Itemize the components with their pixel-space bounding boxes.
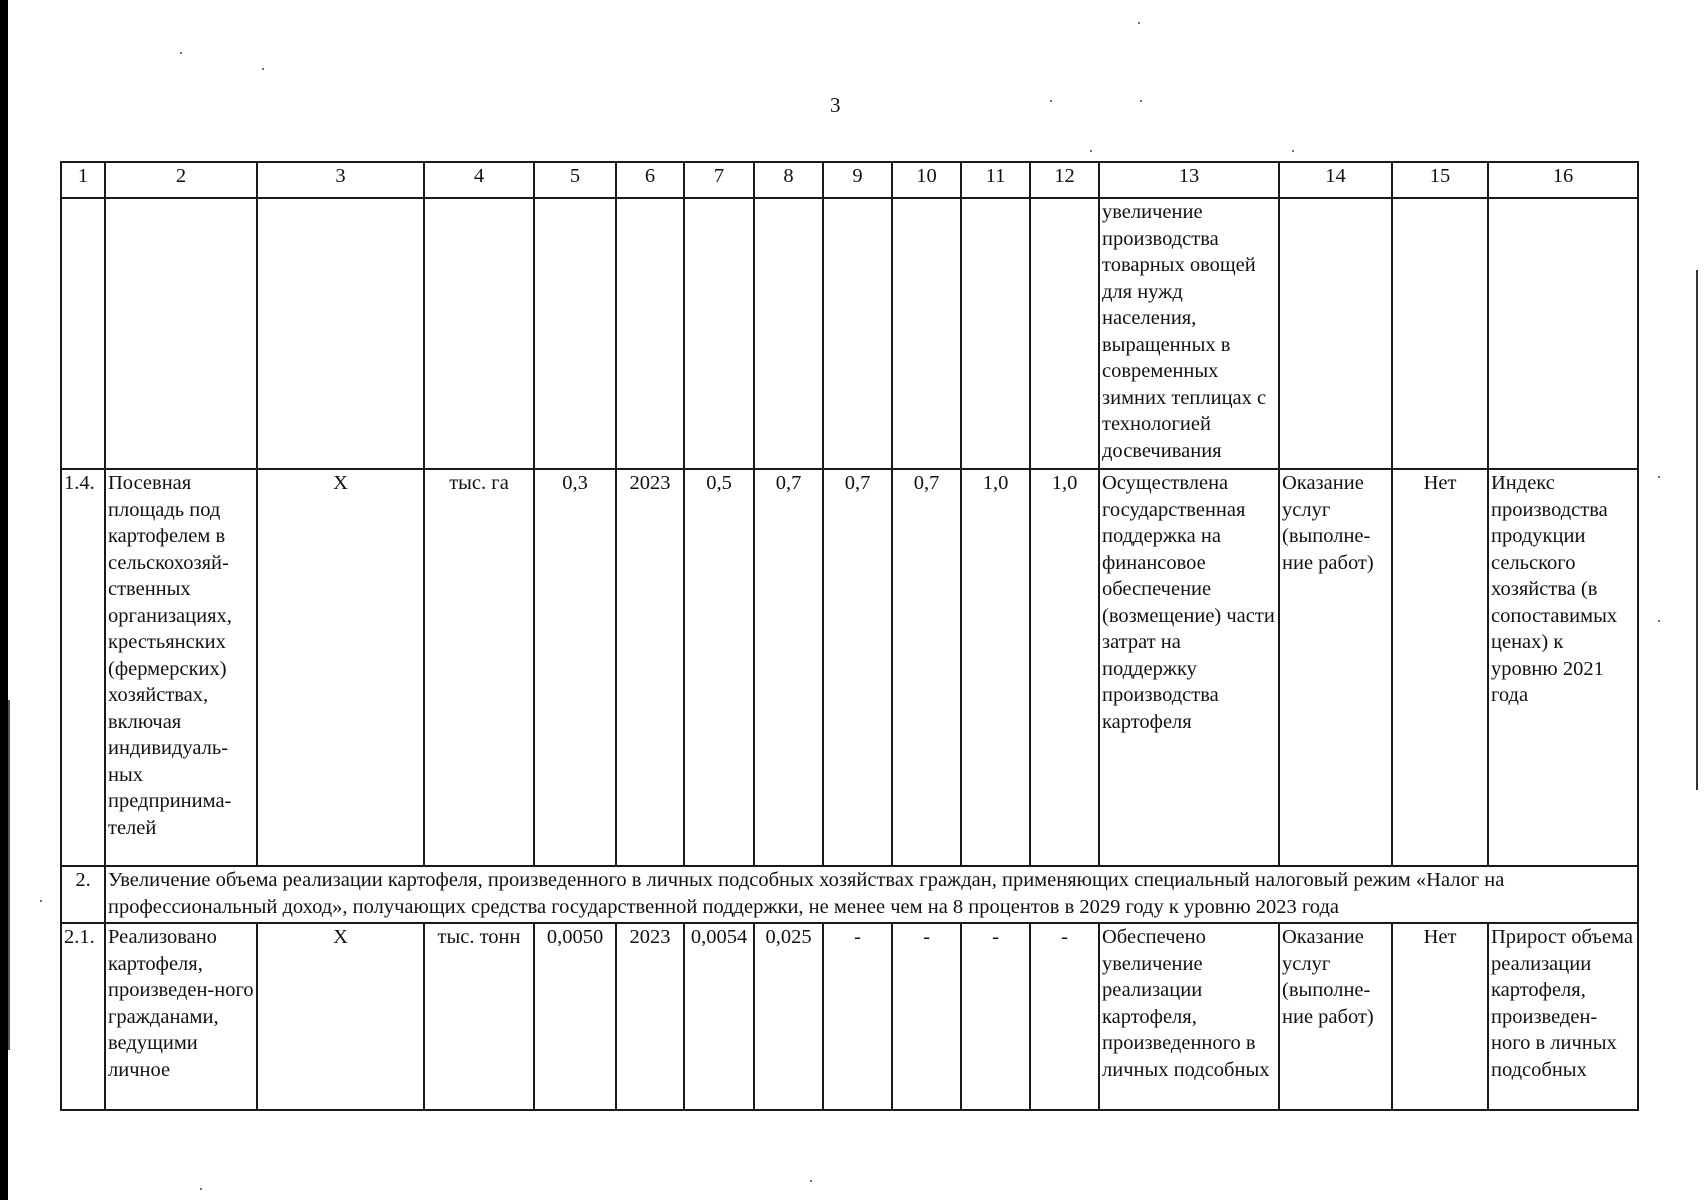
flag-cell: Нет [1392,469,1488,866]
scan-speck [1050,100,1052,102]
column-header: 12 [1030,162,1099,198]
column-header: 2 [105,162,257,198]
column-header: 13 [1099,162,1279,198]
value-cell: 1,0 [961,469,1030,866]
value-cell: 0,025 [754,923,823,1110]
value-cell: - [892,923,961,1110]
value-cell: 0,5 [684,469,754,866]
left-scan-edge [0,0,8,1200]
scan-speck [1138,22,1140,24]
result-text: Осуществлена государственная поддержка на финансовое обеспечение (возмещение) части затрат на поддержку производства картофеля [1099,469,1279,866]
result-text: Обеспечено увеличение реализации картофеля, произведенного в личных подсобных [1099,923,1279,1110]
base-value: 0,3 [534,469,616,866]
column-header: 9 [823,162,892,198]
value-cell: 1,0 [1030,469,1099,866]
scan-speck [1292,150,1294,152]
link-indicator-cell: Прирост объема реализации картофеля, произведен-ного в личных подсобных [1488,923,1638,1110]
row-number: 1.4. [61,469,105,866]
column-header: 6 [616,162,684,198]
column-header: 1 [61,162,105,198]
indicator-cell: X [257,923,424,1110]
scan-speck [1090,150,1092,152]
link-indicator-cell: Индекс производства продукции сельского хозяйства (в сопоставимых ценах) к уровню 2021 года [1488,469,1638,866]
section-title: Увеличение объема реализации картофеля, произведенного в личных подсобных хозяйствах граждан, применяющих специальный налоговый режим «Налог на профессиональный доход», получающих средства государственной поддержки, не менее чем на 8 процентов в 2029 году к уровню 2023 года [105,866,1638,923]
value-cell: 0,7 [754,469,823,866]
column-header: 10 [892,162,961,198]
column-header: 5 [534,162,616,198]
column-header: 3 [257,162,424,198]
scan-speck [1658,620,1660,622]
scan-speck [1658,476,1660,478]
row-number: 2.1. [61,923,105,1110]
scan-speck [810,1180,812,1182]
indicator-name: Реализовано картофеля, произведен-ного гражданами, ведущими личное [105,923,257,1110]
flag-cell: Нет [1392,923,1488,1110]
scan-speck [40,900,42,902]
value-cell: - [1030,923,1099,1110]
value-cell: 0,7 [892,469,961,866]
value-cell: - [961,923,1030,1110]
section-row [61,866,1638,923]
base-year: 2023 [616,923,684,1110]
indicator-name: Посевная площадь под картофелем в сельскохозяй-ственных организациях, крестьянских (фермерских) хозяйствах, включая индивидуаль-ных предпринима-телей [105,469,257,866]
column-header: 11 [961,162,1030,198]
right-scan-line [1696,270,1698,790]
column-header: 8 [754,162,823,198]
column-header: 15 [1392,162,1488,198]
table-row [61,469,1638,866]
value-cell: - [823,923,892,1110]
section-number: 2. [61,866,105,923]
page-number: 3 [830,93,841,117]
value-cell: 0,0054 [684,923,754,1110]
header-row [61,162,1638,198]
scan-speck [200,1188,202,1190]
left-scan-line [8,700,10,1050]
indicators-table [60,161,1639,1111]
column-header: 4 [424,162,534,198]
column-header: 7 [684,162,754,198]
scan-speck [180,52,182,54]
base-year: 2023 [616,469,684,866]
table-row [61,923,1638,1110]
scan-speck [1140,100,1142,102]
unit-cell: тыс. га [424,469,534,866]
type-cell: Оказание услуг (выполне-ние работ) [1279,469,1392,866]
scan-speck [262,68,264,70]
value-cell: 0,7 [823,469,892,866]
indicator-cell: X [257,469,424,866]
result-text: увеличение производства товарных овощей для нужд населения, выращенных в современных зимних теплицах с технологией досвечивания [1099,198,1279,469]
type-cell: Оказание услуг (выполне-ние работ) [1279,923,1392,1110]
unit-cell: тыс. тонн [424,923,534,1110]
continuation-row [61,198,1638,469]
column-header: 14 [1279,162,1392,198]
base-value: 0,0050 [534,923,616,1110]
column-header: 16 [1488,162,1638,198]
